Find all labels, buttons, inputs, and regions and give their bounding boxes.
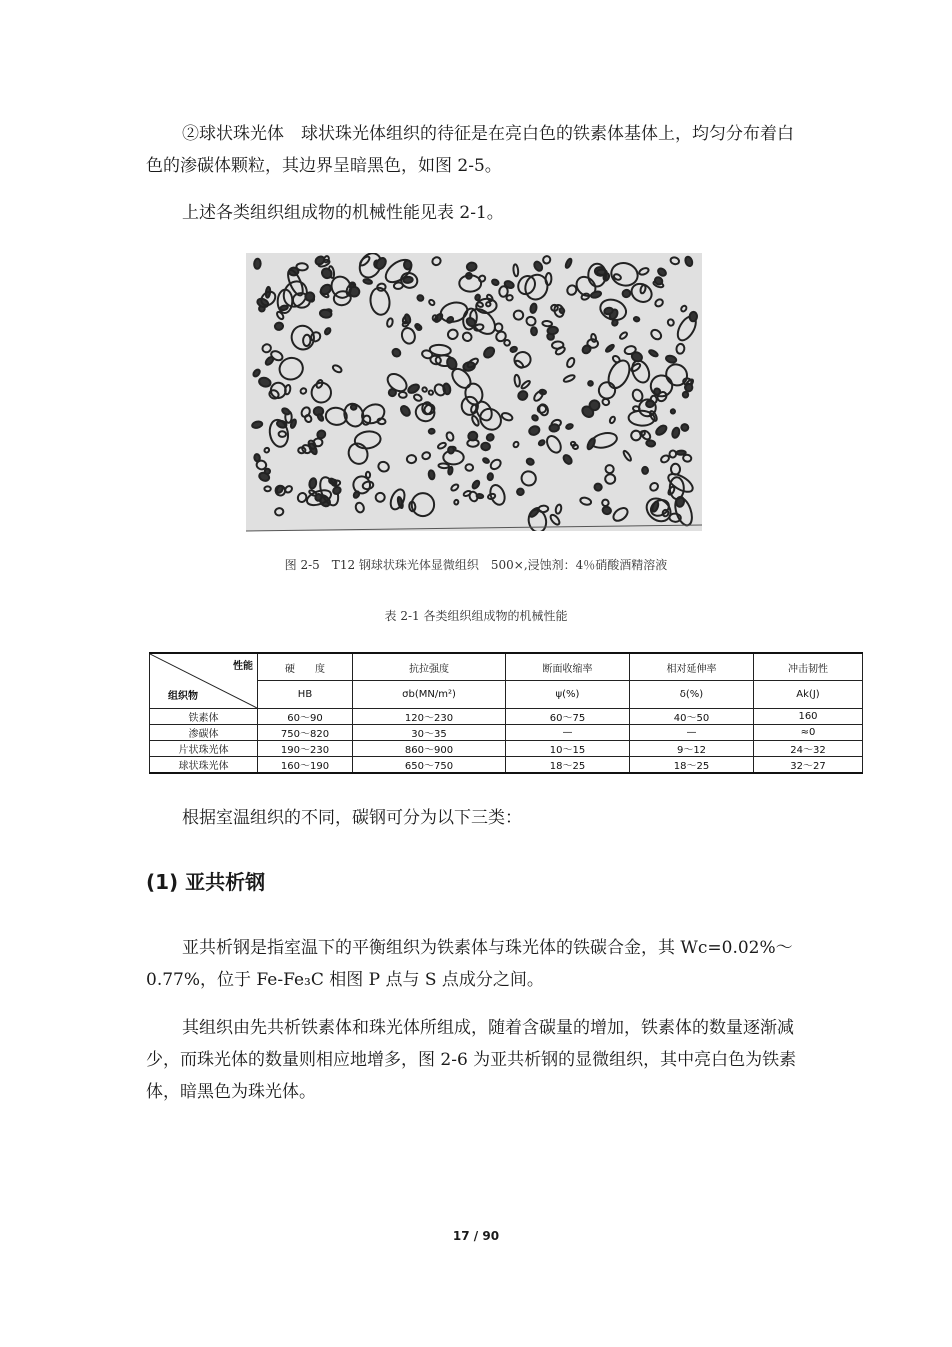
grain-outline — [646, 440, 656, 447]
unit-impact-toughness: Ak(J) — [754, 681, 863, 709]
corner-top-label: 性能 — [233, 661, 253, 672]
table-cell: 18～25 — [506, 757, 630, 774]
paragraph-hypoeutectoid-definition: 亚共析钢是指室温下的平衡组织为铁素体与珠光体的铁碳合金，其 Wc=0.02%～0.77%，位于 Fe-Fe₃C 相图 P 点与 S 点成分之间。 — [146, 938, 793, 990]
table-cell: 60～75 — [506, 709, 630, 725]
unit-area-reduction: ψ(%) — [506, 681, 630, 709]
section-heading: (1) 亚共析钢 — [146, 870, 266, 894]
table-cell: 190～230 — [258, 741, 353, 757]
table-cell: 120～230 — [353, 709, 506, 725]
grain-outline — [547, 326, 558, 335]
mechanical-properties-table — [149, 652, 863, 774]
table-caption: 表 2-1 各类组织组成物的机械性能 — [384, 609, 568, 623]
paragraph-spheroidal-pearlite: ②球状珠光体 球状珠光体组织的待征是在亮白色的铁素体基体上，均匀分布着白色的渗碳体颗粒，其边界呈暗黑色，如图 2-5。 — [146, 124, 794, 176]
grain-outline — [448, 466, 453, 474]
grain-outline — [587, 380, 593, 386]
table-row — [150, 725, 863, 741]
unit-hardness: HB — [258, 681, 353, 709]
table-row — [150, 757, 863, 774]
grain-outline — [429, 429, 435, 434]
table-cell: 160～190 — [258, 757, 353, 774]
grain-outline — [516, 488, 524, 496]
grain-outline — [274, 322, 283, 331]
grain-outline — [594, 483, 603, 492]
paragraph-classification: 根据室温组织的不同，碳钢可分为以下三类： — [182, 808, 522, 828]
grain-outline — [670, 409, 675, 414]
grain-outline — [466, 262, 477, 272]
grain-outline — [481, 443, 490, 451]
unit-tensile-strength: σb(MN/m²) — [353, 681, 506, 709]
table-cell: 860～900 — [353, 741, 506, 757]
row-label: 铁素体 — [150, 709, 258, 725]
header-impact-toughness: 冲击韧性 — [754, 653, 863, 681]
grain-outline — [428, 470, 435, 480]
table-cell: 9～12 — [630, 741, 754, 757]
table-cell: 40～50 — [630, 709, 754, 725]
table-cell: 32～27 — [754, 757, 863, 774]
grain-outline — [467, 431, 478, 442]
table-row — [150, 741, 863, 757]
grain-outline — [633, 316, 639, 321]
grain-outline — [363, 278, 372, 284]
grain-outline — [646, 400, 654, 407]
row-label: 渗碳体 — [150, 725, 258, 741]
header-hardness: 硬 度 — [258, 653, 353, 681]
grain-outline — [319, 309, 332, 319]
grain-outline — [559, 307, 565, 314]
grain-outline — [622, 289, 631, 298]
grain-outline — [684, 383, 693, 392]
unit-elongation: δ(%) — [630, 681, 754, 709]
grain-outline — [265, 469, 270, 474]
grain-outline — [254, 454, 260, 462]
table-cell: 650～750 — [353, 757, 506, 774]
grain-outline — [549, 424, 559, 432]
table-row — [150, 709, 863, 725]
table-cell: 160 — [754, 709, 863, 725]
header-area-reduction: 断面收缩率 — [506, 653, 630, 681]
table-cell: — — [630, 725, 754, 741]
corner-bottom-label: 组织物 — [168, 691, 198, 702]
grain-outline — [589, 400, 599, 410]
grain-outline — [448, 447, 454, 454]
paragraph-table-reference: 上述各类组织组成物的机械性能见表 2-1。 — [182, 203, 504, 223]
grain-outline — [254, 259, 261, 269]
row-label: 片状珠光体 — [150, 741, 258, 757]
row-label: 球状珠光体 — [150, 757, 258, 774]
table-cell: ≈0 — [754, 725, 863, 741]
grain-outline — [305, 292, 315, 301]
grain-outline — [676, 451, 685, 455]
page-number: 17 / 90 — [452, 1229, 500, 1243]
figure-caption: 图 2-5 T12 钢球状珠光体显微组织 500×,浸蚀剂：4％硝酸酒精溶液 — [284, 558, 668, 572]
grain-outline — [404, 260, 412, 269]
grain-outline — [682, 391, 689, 398]
grain-outline — [531, 327, 537, 335]
grain-outline — [280, 305, 288, 311]
grain-outline — [476, 494, 483, 499]
header-tensile-strength: 抗拉强度 — [353, 653, 506, 681]
table-cell: 10～15 — [506, 741, 630, 757]
table-cell: 30～35 — [353, 725, 506, 741]
table-cell: — — [506, 725, 630, 741]
table-cell: 24～32 — [754, 741, 863, 757]
table-cell: 60～90 — [258, 709, 353, 725]
table-cell: 750～820 — [258, 725, 353, 741]
header-elongation: 相对延伸率 — [630, 653, 754, 681]
grain-outline — [689, 312, 697, 322]
table-cell: 18～25 — [630, 757, 754, 774]
micrograph-image — [246, 253, 702, 541]
grain-outline — [487, 473, 493, 481]
grain-outline — [642, 467, 648, 474]
paragraph-hypoeutectoid-structure: 其组织由先共析铁素体和珠光体所组成，随着含碳量的增加，铁素体的数量逐渐减少，而珠光体的数量则相应地增多，图 2-6 为亚共析钢的显微组织，其中亮白色为铁素体，暗黑色为珠光体。 — [146, 1018, 797, 1102]
table-corner-cell — [150, 653, 258, 709]
